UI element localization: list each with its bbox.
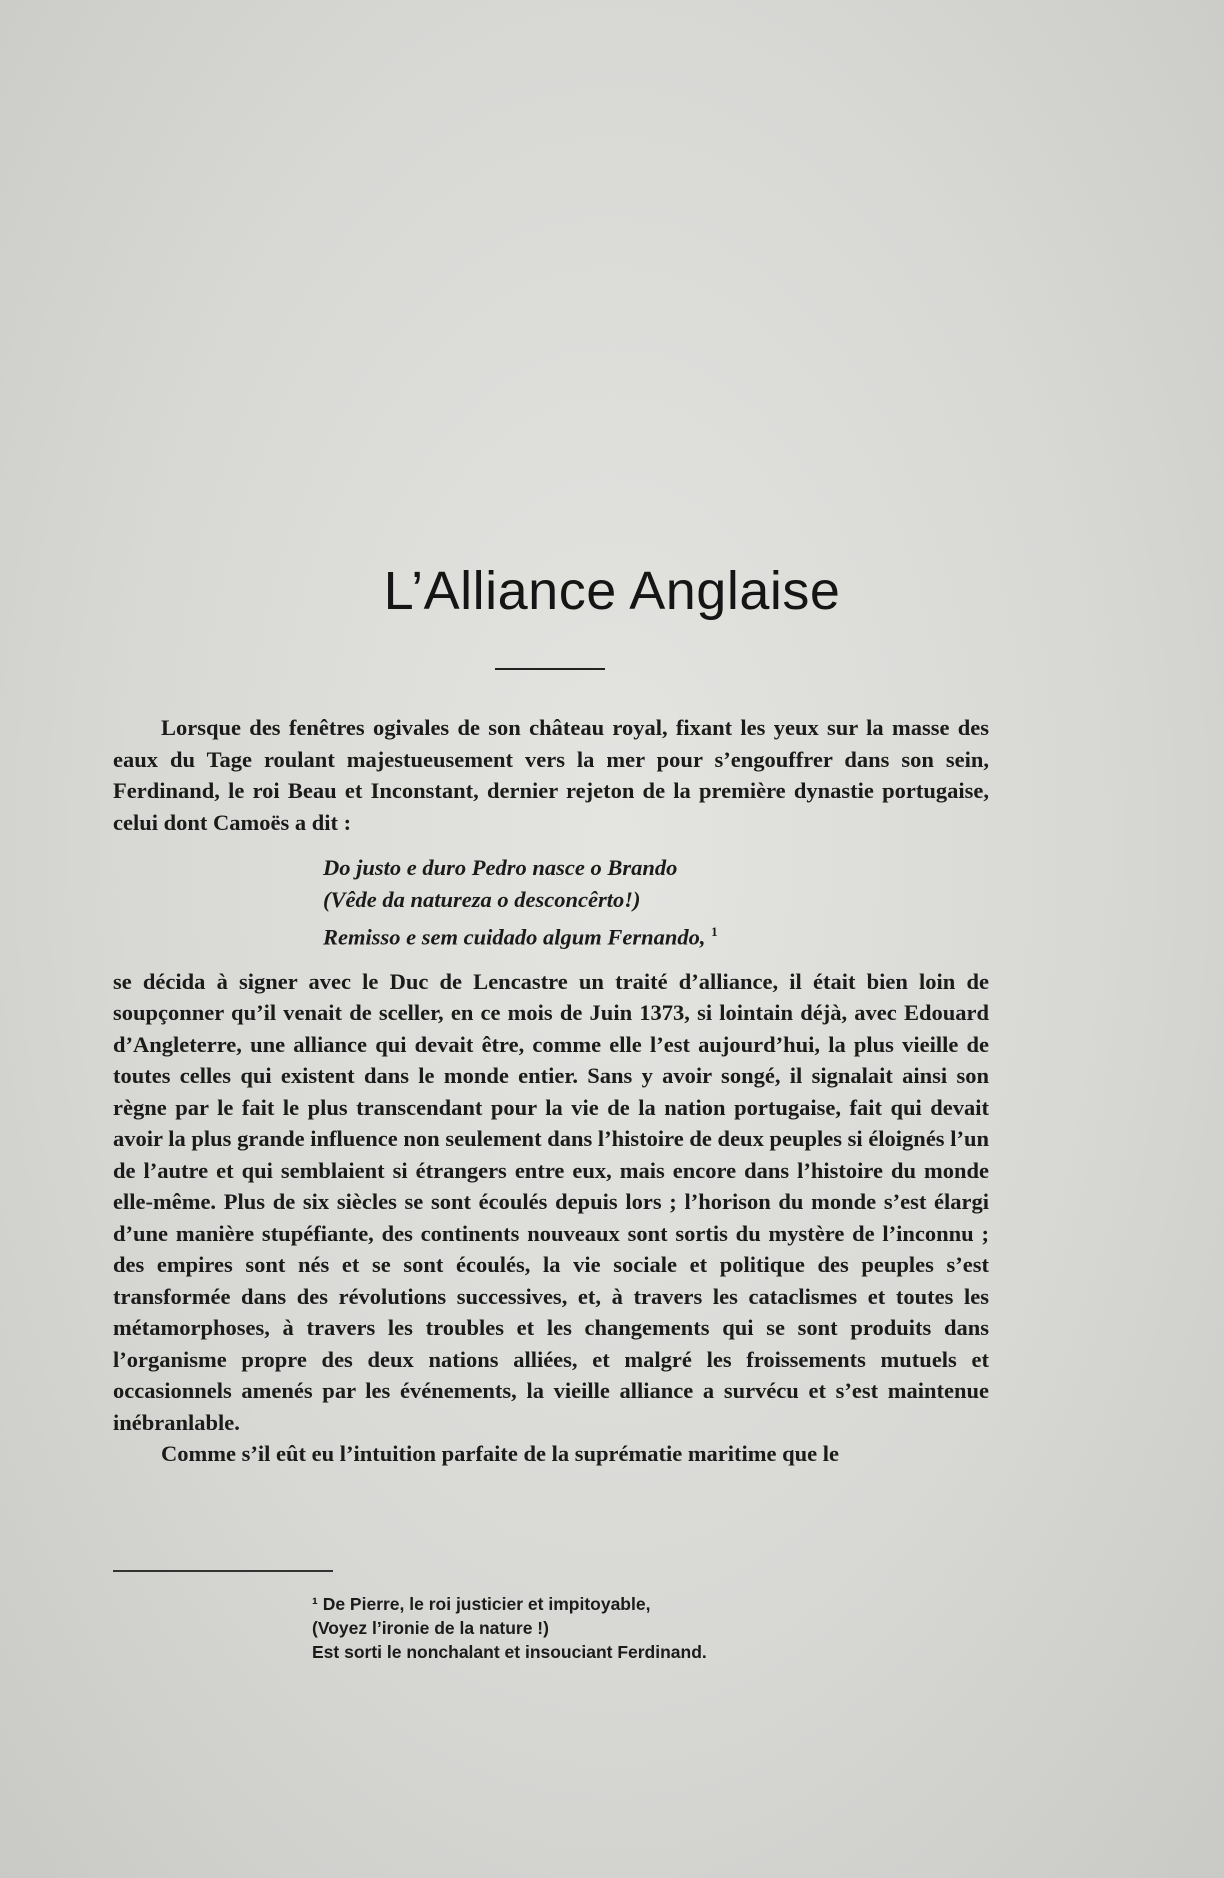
footnote-line-3: Est sorti le nonchalant et insouciant Ferdinand. [312, 1642, 707, 1662]
footnote-line-2: (Voyez l’ironie de la nature !) [312, 1618, 549, 1638]
verse-line-1: Do justo e duro Pedro nasce o Brando [323, 855, 678, 880]
footnote-divider [113, 1570, 333, 1572]
paragraph-2: se décida à signer avec le Duc de Lencastre un traité d’alliance, il était bien loin de soupçonner qu’il venait de sceller, en ce mois de Juin 1373, si lointain déjà, avec Edouard d’Angleterre, une alliance qui devait être, comme elle l’est aujourd’hui, la plus vieille de toutes celles qui existent dans le monde entier. Sans y avoir songé, il signalait ainsi son règne par le fait le plus transcendant pour la vie de la nation portugaise, fait qui devait avoir la plus grande influence non seulement dans l’histoire de deux peuples si éloignés l’un de l’autre et qui semblaient si étrangers entre eux, mais encore dans l’histoire du monde elle-même. Plus de six siècles se sont écoulés depuis lors ; l’horison du monde s’est élargi d’une manière stupéfiante, des continents nouveaux sont sortis du mystère de l’inconnu ; des empires sont nés et se sont écoulés, la vie sociale et politique des peuples s’est transformée dans des révolutions successives, et, à travers les cataclismes et toutes les métamorphoses, à travers les troubles et les changements qui se sont produits dans l’organisme propre des deux nations alliées, et malgré les froissements mutuels et occasionnels amenés par les événements, la vieille alliance a survécu et s’est maintenue inébranlable. [113, 968, 989, 1435]
verse-line-2: (Vêde da natureza o desconcêrto!) [323, 887, 641, 912]
page-title: L’Alliance Anglaise [383, 561, 841, 621]
verse-quote [323, 852, 989, 954]
body-text [113, 712, 989, 1470]
title-divider [495, 668, 605, 670]
paragraph-1: Lorsque des fenêtres ogivales de son château royal, fixant les yeux sur la masse des eaux du Tage roulant majestueusement vers la mer pour s’engouffrer dans son sein, Ferdinand, le roi Beau et Inconstant, dernier rejeton de la première dynastie portugaise, celui dont Camoës a dit : [113, 715, 989, 835]
footnote-marker: 1 [711, 924, 718, 939]
verse-line-3 [323, 916, 989, 954]
footnote-line-1: ¹ De Pierre, le roi justicier et impitoyable, [312, 1594, 651, 1614]
paragraph-3: Comme s’il eût eu l’intuition parfaite de la suprématie maritime que le [161, 1441, 840, 1466]
footnote [312, 1592, 832, 1664]
verse-line-3-text: Remisso e sem cuidado algum Fernando, [323, 924, 706, 950]
